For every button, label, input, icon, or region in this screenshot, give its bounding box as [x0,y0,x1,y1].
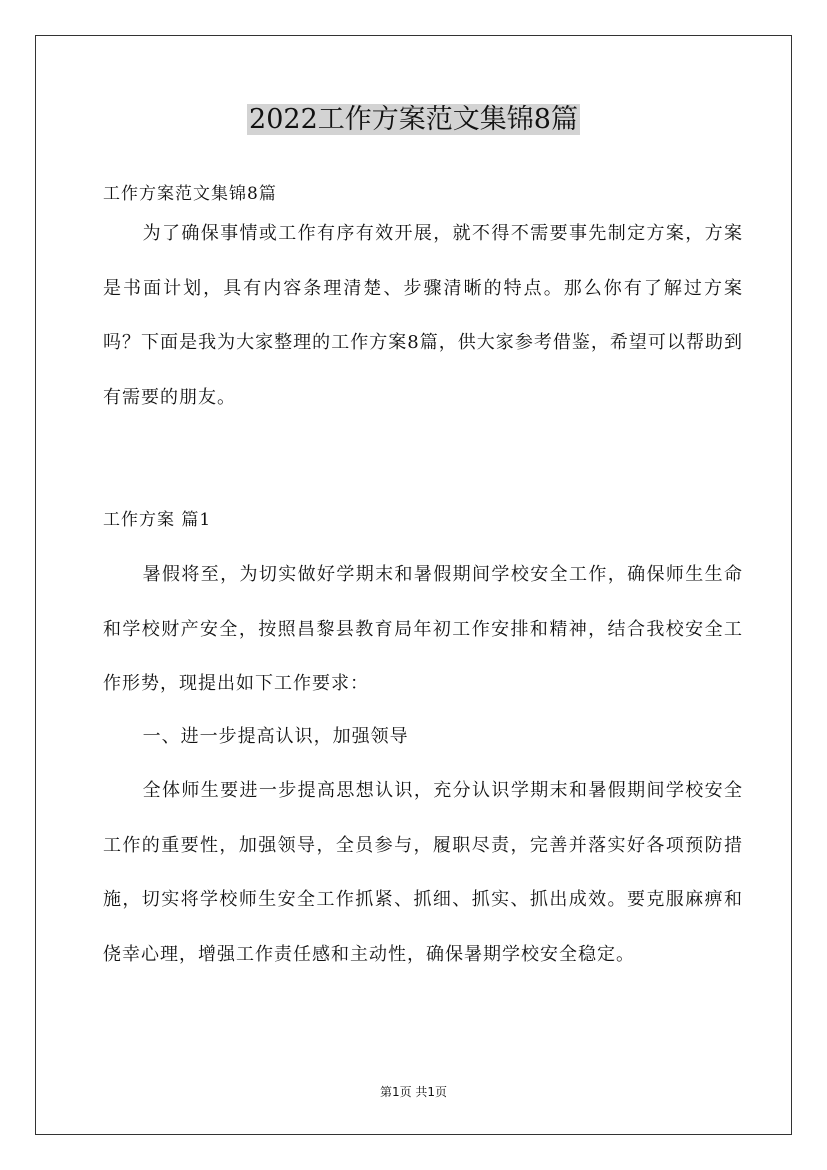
section-title: 工作方案 篇1 [103,510,212,530]
section-paragraph-2: 全体师生要进一步提高思想认识，充分认识学期末和暑假期间学校安全工作的重要性，加强领导，全员参与，履职尽责，完善并落实好各项预防措施，切实将学校师生安全工作抓紧、抓细、抓实、抓出成效。要克服麻痹和侥幸心理，增强工作责任感和主动性，确保暑期学校安全稳定。 [103,780,743,965]
document-title [0,100,827,140]
intro-paragraph: 为了确保事情或工作有序有效开展，就不得不需要事先制定方案，方案是书面计划，具有内容条理清楚、步骤清晰的特点。那么你有了解过方案吗？下面是我为大家整理的工作方案8篇，供大家参考借鉴，希望可以帮助到有需要的朋友。 [103,223,743,408]
document-subtitle: 工作方案范文集锦8篇 [103,184,277,204]
section-heading-1: 一、进一步提高认识，加强领导 [142,726,409,747]
section-paragraph-1: 暑假将至，为切实做好学期末和暑假期间学校安全工作，确保师生生命和学校财产安全，按照昌黎县教育局年初工作安排和精神，结合我校安全工作形势，现提出如下工作要求： [103,564,743,694]
document-title-text: 2022工作方案范文集锦8篇 [249,104,578,135]
page-footer: 第1页 共1页 [379,1085,448,1099]
